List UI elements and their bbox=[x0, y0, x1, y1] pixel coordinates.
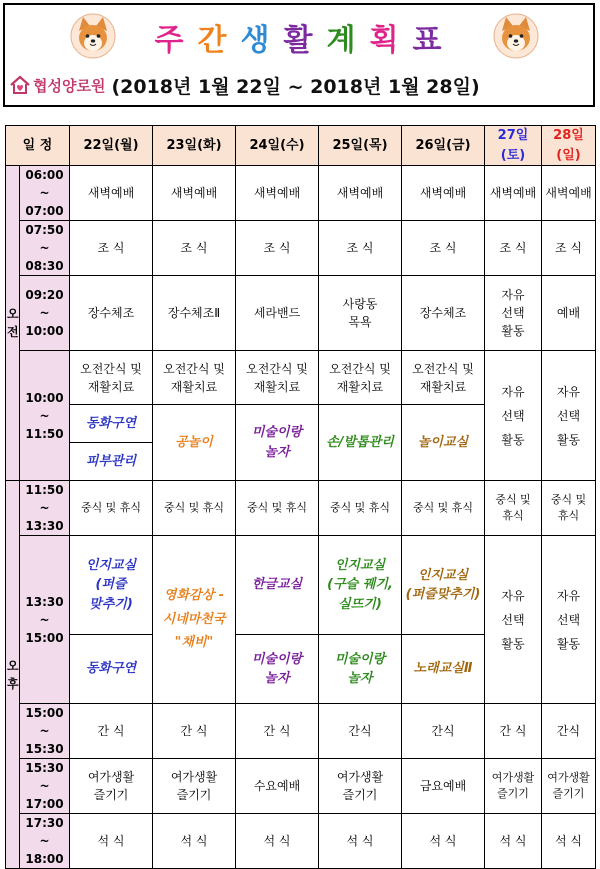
day-header: 22일(월) bbox=[70, 126, 153, 166]
schedule-cell: 금요예배 bbox=[402, 759, 485, 814]
activity-label: 인지교실 (퍼즐 맞추기) bbox=[70, 536, 152, 635]
day-header-saturday: 27일(토) bbox=[485, 126, 542, 166]
table-row bbox=[6, 536, 596, 704]
title-char: 계 bbox=[326, 23, 370, 58]
corner-cell: 일 정 bbox=[6, 126, 70, 166]
brand-name: 협성양로원 bbox=[33, 76, 106, 95]
schedule-cell: 중식 및 휴식 bbox=[70, 481, 153, 536]
title-char: 생 bbox=[240, 23, 284, 58]
schedule-cell: 석 식 bbox=[70, 814, 153, 869]
header-row bbox=[6, 126, 596, 166]
schedule-cell: 중식 및 휴식 bbox=[542, 481, 596, 536]
schedule-cell: 새벽예배 bbox=[542, 166, 596, 221]
table-row bbox=[6, 814, 596, 869]
time-cell: 13:30 ~ 15:00 bbox=[20, 536, 70, 704]
time-cell: 09:20 ~ 10:00 bbox=[20, 276, 70, 351]
period-text: 오 전 bbox=[7, 307, 19, 339]
title-char: 획 bbox=[369, 23, 413, 58]
schedule-cell: 석 식 bbox=[485, 814, 542, 869]
schedule-cell: 세라밴드 bbox=[236, 276, 319, 351]
schedule-cell: 조 식 bbox=[319, 221, 402, 276]
activity-label: 동화구연 bbox=[85, 661, 137, 676]
schedule-cell-split bbox=[236, 536, 319, 704]
activity-label: 미술이랑 놀자 bbox=[251, 651, 303, 686]
day-header: 25일(목) bbox=[319, 126, 402, 166]
title-char: 활 bbox=[283, 23, 327, 58]
day-header-sunday: 28일(일) bbox=[542, 126, 596, 166]
time-cell: 17:30 ~ 18:00 bbox=[20, 814, 70, 869]
schedule-cell: 조 식 bbox=[153, 221, 236, 276]
schedule-cell: 간 식 bbox=[485, 704, 542, 759]
schedule-cell: 중식 및 휴식 bbox=[153, 481, 236, 536]
schedule-cell: 간식 bbox=[402, 704, 485, 759]
period-label-pm bbox=[6, 481, 20, 869]
schedule-cell: 간 식 bbox=[70, 704, 153, 759]
activity-label: 인지교실 (퍼즐맞추기) bbox=[402, 536, 484, 635]
title-char: 간 bbox=[197, 23, 241, 58]
schedule-cell: 새벽예배 bbox=[70, 166, 153, 221]
schedule-cell: 조 식 bbox=[236, 221, 319, 276]
shiba-dog-icon bbox=[493, 13, 539, 59]
activity-label: 한글교실 bbox=[236, 536, 318, 635]
schedule-cell: 중식 및 휴식 bbox=[402, 481, 485, 536]
schedule-cell: 오전간식 및 재활치료 bbox=[236, 351, 319, 405]
period-text: 오 후 bbox=[7, 658, 19, 691]
schedule-cell: 간 식 bbox=[153, 704, 236, 759]
schedule-cell: 간식 bbox=[542, 704, 596, 759]
schedule-cell: 석 식 bbox=[542, 814, 596, 869]
table-row bbox=[6, 759, 596, 814]
schedule-cell: 여가생활 즐기기 bbox=[153, 759, 236, 814]
schedule-cell: 새벽예배 bbox=[402, 166, 485, 221]
schedule-cell: 사랑동 목욕 bbox=[319, 276, 402, 351]
schedule-cell: 중식 및 휴식 bbox=[485, 481, 542, 536]
schedule-cell: 석 식 bbox=[319, 814, 402, 869]
page-title bbox=[125, 15, 485, 59]
period-label-am bbox=[6, 166, 20, 481]
time-cell: 11:50 ~ 13:30 bbox=[20, 481, 70, 536]
schedule-cell: 여가생활 즐기기 bbox=[485, 759, 542, 814]
schedule-cell: 조 식 bbox=[485, 221, 542, 276]
schedule-cell: 자유 선택 활동 bbox=[485, 536, 542, 704]
schedule-cell: 조 식 bbox=[70, 221, 153, 276]
subtitle-line bbox=[9, 71, 480, 99]
time-cell: 15:00 ~ 15:30 bbox=[20, 704, 70, 759]
schedule-cell: 새벽예배 bbox=[485, 166, 542, 221]
schedule-cell: 손/발톱관리 bbox=[319, 405, 402, 481]
schedule-cell: 수요예배 bbox=[236, 759, 319, 814]
time-cell: 10:00 ~ 11:50 bbox=[20, 351, 70, 481]
table-row bbox=[6, 166, 596, 221]
activity-label: 미술이랑 놀자 bbox=[334, 651, 386, 686]
schedule-cell: 장수체조Ⅱ bbox=[153, 276, 236, 351]
schedule-cell: 조 식 bbox=[542, 221, 596, 276]
schedule-cell-split bbox=[319, 536, 402, 704]
activity-label: 인지교실 (구슬 꿰기, 실뜨기) bbox=[319, 536, 401, 635]
table-row bbox=[6, 481, 596, 536]
time-cell: 07:50 ~ 08:30 bbox=[20, 221, 70, 276]
shiba-dog-icon bbox=[70, 13, 116, 59]
day-header: 26일(금) bbox=[402, 126, 485, 166]
schedule-cell: 여가생활 즐기기 bbox=[319, 759, 402, 814]
schedule-period: (2018년 1월 22일 ~ 2018년 1월 28일) bbox=[111, 75, 480, 98]
title-char: 표 bbox=[412, 23, 456, 58]
schedule-cell: 자유 선택 활동 bbox=[485, 276, 542, 351]
schedule-cell: 놀이교실 bbox=[402, 405, 485, 481]
schedule-cell: 석 식 bbox=[236, 814, 319, 869]
schedule-cell: 오전간식 및 재활치료 bbox=[70, 351, 153, 405]
schedule-cell: 장수체조 bbox=[402, 276, 485, 351]
time-cell: 06:00 ~ 07:00 bbox=[20, 166, 70, 221]
schedule-cell: 미술이랑 놀자 bbox=[236, 405, 319, 481]
schedule-cell: 간식 bbox=[319, 704, 402, 759]
schedule-cell: 여가생활 즐기기 bbox=[70, 759, 153, 814]
table-row bbox=[6, 351, 596, 405]
schedule-cell: 예배 bbox=[542, 276, 596, 351]
schedule-cell: 중식 및 휴식 bbox=[236, 481, 319, 536]
activity-label: 노래교실Ⅱ bbox=[413, 661, 473, 676]
header-box bbox=[3, 3, 595, 107]
activity-label: 동화구연 bbox=[70, 405, 152, 443]
schedule-cell: 영화감상 - 시네마천국 "채비" bbox=[153, 536, 236, 704]
schedule-cell: 장수체조 bbox=[70, 276, 153, 351]
weekly-schedule-table bbox=[5, 125, 596, 869]
schedule-cell: 중식 및 휴식 bbox=[319, 481, 402, 536]
day-header: 24일(수) bbox=[236, 126, 319, 166]
schedule-cell: 자유 선택 활동 bbox=[542, 536, 596, 704]
schedule-cell: 석 식 bbox=[402, 814, 485, 869]
schedule-cell-split bbox=[402, 536, 485, 704]
house-heart-icon bbox=[9, 74, 31, 96]
title-char: 주 bbox=[154, 23, 198, 58]
day-header: 23일(화) bbox=[153, 126, 236, 166]
schedule-cell: 새벽예배 bbox=[236, 166, 319, 221]
table-row bbox=[6, 704, 596, 759]
schedule-cell: 오전간식 및 재활치료 bbox=[319, 351, 402, 405]
schedule-cell-split bbox=[70, 405, 153, 481]
table-row bbox=[6, 276, 596, 351]
schedule-cell: 오전간식 및 재활치료 bbox=[402, 351, 485, 405]
schedule-cell: 오전간식 및 재활치료 bbox=[153, 351, 236, 405]
schedule-cell: 자유 선택 활동 bbox=[485, 351, 542, 481]
schedule-cell-split bbox=[70, 536, 153, 704]
schedule-cell: 간 식 bbox=[236, 704, 319, 759]
time-cell: 15:30 ~ 17:00 bbox=[20, 759, 70, 814]
schedule-cell: 공놀이 bbox=[153, 405, 236, 481]
schedule-cell: 여가생활 즐기기 bbox=[542, 759, 596, 814]
schedule-cell: 석 식 bbox=[153, 814, 236, 869]
schedule-cell: 조 식 bbox=[402, 221, 485, 276]
schedule-cell: 새벽예배 bbox=[319, 166, 402, 221]
activity-label: 피부관리 bbox=[85, 454, 137, 469]
schedule-cell: 자유 선택 활동 bbox=[542, 351, 596, 481]
schedule-cell: 새벽예배 bbox=[153, 166, 236, 221]
table-row bbox=[6, 221, 596, 276]
